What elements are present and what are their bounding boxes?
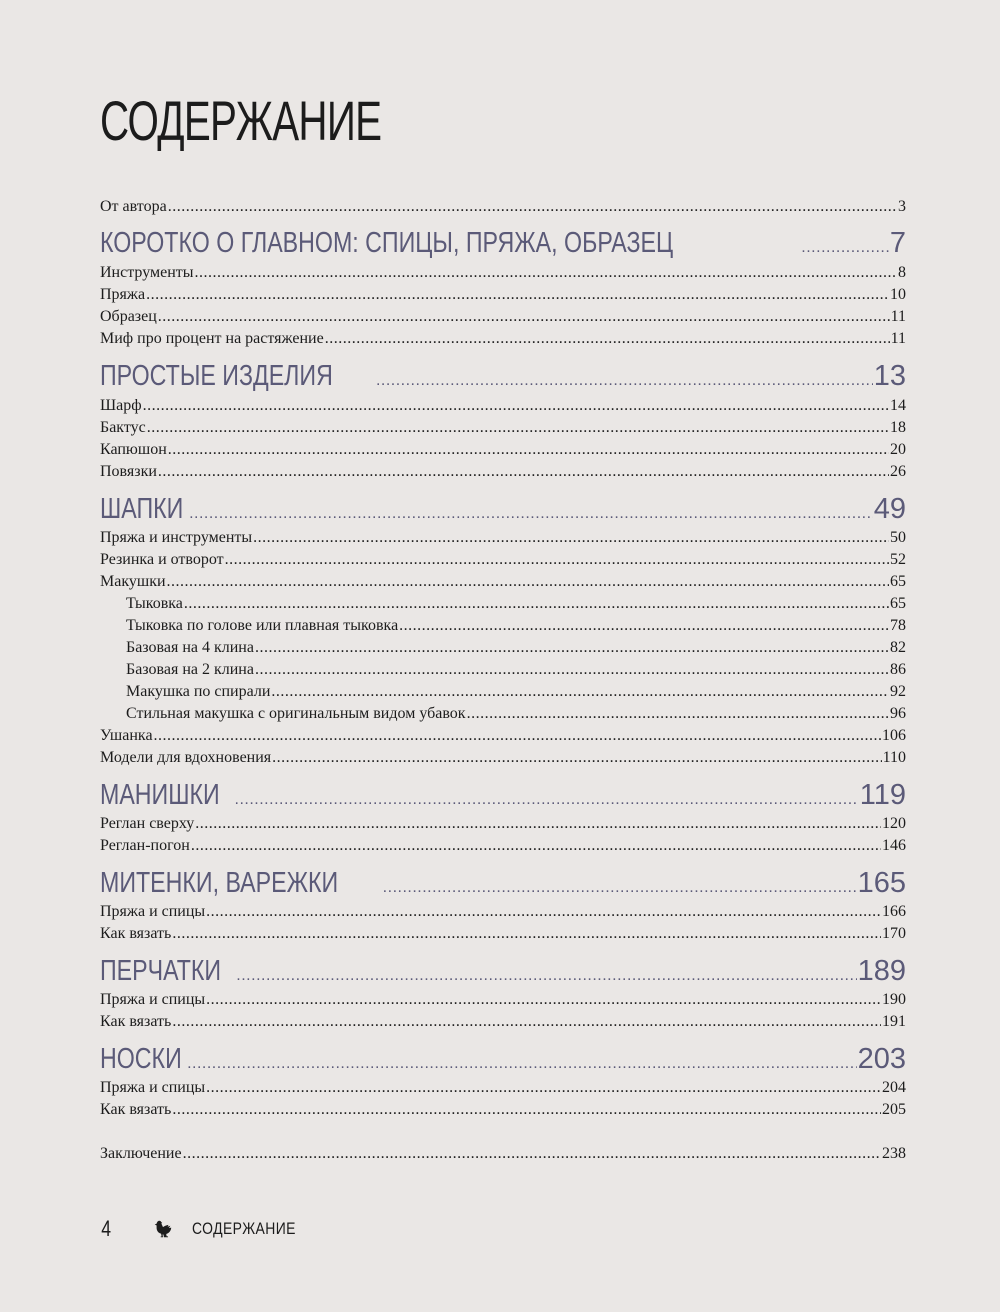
dot-leader xyxy=(206,1077,881,1099)
toc-page-number: 26 xyxy=(890,463,906,480)
toc-entry-label: Как вязать xyxy=(100,1013,172,1030)
toc-page-number: 78 xyxy=(890,617,906,634)
dot-leader xyxy=(206,901,881,923)
toc-page-number: 203 xyxy=(857,1043,906,1075)
dot-leader xyxy=(187,1047,857,1081)
dot-leader xyxy=(383,871,857,905)
toc-entry-label: Повязки xyxy=(100,463,157,480)
toc-entry[interactable] xyxy=(100,989,906,1011)
toc-entry-label: Реглан-погон xyxy=(100,837,190,854)
dot-leader xyxy=(272,747,881,769)
toc-entry[interactable] xyxy=(100,901,906,923)
toc-subentry[interactable] xyxy=(100,593,906,615)
toc-entry-label: Как вязать xyxy=(100,925,172,942)
toc-page-number: 7 xyxy=(889,227,906,259)
toc-entry-label: ШАПКИ xyxy=(100,493,184,525)
toc-page-number: 11 xyxy=(890,308,906,325)
toc-section-entry[interactable] xyxy=(100,359,906,393)
toc-page-number: 82 xyxy=(890,639,906,656)
toc-page-number: 110 xyxy=(882,749,906,766)
page-title: СОДЕРЖАНИЕ xyxy=(100,89,382,152)
toc-subentry[interactable] xyxy=(100,681,906,703)
dot-leader xyxy=(146,284,889,306)
toc-page-number: 106 xyxy=(882,727,906,744)
toc-entry[interactable] xyxy=(100,395,906,417)
toc-page-number: 11 xyxy=(890,330,906,347)
toc-page-number: 146 xyxy=(882,837,906,854)
toc-subentry[interactable] xyxy=(100,659,906,681)
dot-leader xyxy=(236,959,856,993)
dot-leader xyxy=(168,439,889,461)
toc-entry[interactable] xyxy=(100,527,906,549)
dot-leader xyxy=(143,395,889,417)
toc-subentry[interactable] xyxy=(100,637,906,659)
toc-page-number: 96 xyxy=(890,705,906,722)
toc-page-number: 65 xyxy=(890,595,906,612)
toc-page-number: 3 xyxy=(898,198,906,215)
toc-entry[interactable] xyxy=(100,549,906,571)
dot-leader xyxy=(154,725,881,747)
dot-leader xyxy=(167,571,889,593)
dot-leader xyxy=(189,497,873,531)
toc-entry-label: Пряжа и инструменты xyxy=(100,529,253,546)
toc-page-number: 50 xyxy=(890,529,906,546)
dot-leader xyxy=(399,615,889,637)
toc-page-number: 8 xyxy=(898,264,906,281)
toc-page-number: 189 xyxy=(857,955,906,987)
toc-page-number: 166 xyxy=(882,903,906,920)
toc-entry[interactable] xyxy=(100,461,906,483)
toc-entry-label: Тыковка по голове или плавная тыковка xyxy=(126,617,399,634)
toc-entry[interactable] xyxy=(100,306,906,328)
toc-entry-label: ПЕРЧАТКИ xyxy=(100,955,222,987)
toc-section-entry[interactable] xyxy=(100,226,906,260)
toc-entry-label: МИТЕНКИ, ВАРЕЖКИ xyxy=(100,867,339,899)
toc-subentry[interactable] xyxy=(100,703,906,725)
toc-page-number: 18 xyxy=(890,419,906,436)
toc-entry[interactable] xyxy=(100,284,906,306)
toc-entry[interactable] xyxy=(100,417,906,439)
hen-icon xyxy=(152,1218,174,1240)
toc-entry-label: Пряжа и спицы xyxy=(100,991,206,1008)
toc-entry[interactable] xyxy=(100,571,906,593)
toc-entry-label: Пряжа xyxy=(100,286,146,303)
toc-page-number: 205 xyxy=(882,1101,906,1118)
toc-entry[interactable] xyxy=(100,1099,906,1121)
toc-entry-label: Капюшон xyxy=(100,441,167,458)
toc-entry-label: Как вязать xyxy=(100,1101,172,1118)
toc-entry-label: Образец xyxy=(100,308,157,325)
toc-page-number: 13 xyxy=(873,360,906,392)
toc-section-entry[interactable] xyxy=(100,1042,906,1076)
toc-entry[interactable] xyxy=(100,262,906,284)
dot-leader xyxy=(195,813,881,835)
toc-entry-label: Заключение xyxy=(100,1145,182,1162)
dot-leader xyxy=(235,783,859,817)
toc-page-number: 92 xyxy=(890,683,906,700)
toc-entry-label: Стильная макушка с оригинальным видом убавок xyxy=(126,705,466,722)
toc-entry[interactable] xyxy=(100,923,906,945)
dot-leader xyxy=(172,923,881,945)
toc-entry-label: Макушки xyxy=(100,573,166,590)
footer-section-title: СОДЕРЖАНИЕ xyxy=(192,1219,297,1238)
toc-entry[interactable] xyxy=(100,1143,906,1165)
toc-section-entry[interactable] xyxy=(100,866,906,900)
dot-leader xyxy=(206,989,881,1011)
dot-leader xyxy=(158,306,890,328)
dot-leader xyxy=(195,262,897,284)
toc-entry-label: Резинка и отворот xyxy=(100,551,224,568)
dot-leader xyxy=(255,637,889,659)
toc-page-number: 86 xyxy=(890,661,906,678)
toc-page-number: 65 xyxy=(890,573,906,590)
toc-entry[interactable] xyxy=(100,1011,906,1033)
toc-page-number: 49 xyxy=(873,493,906,525)
toc-page-number: 238 xyxy=(882,1145,906,1162)
toc-entry-label: НОСКИ xyxy=(100,1043,182,1075)
dot-leader xyxy=(801,231,889,265)
toc-section-entry[interactable] xyxy=(100,778,906,812)
toc-page-number: 120 xyxy=(882,815,906,832)
toc-entry-label: Базовая на 2 клина xyxy=(126,661,254,678)
dot-leader xyxy=(147,417,889,439)
toc-entry-label: Модели для вдохновения xyxy=(100,749,272,766)
dot-leader xyxy=(172,1011,881,1033)
dot-leader xyxy=(184,593,889,615)
toc-entry-label: Пряжа и спицы xyxy=(100,903,206,920)
toc-entry-label: Бактус xyxy=(100,419,146,436)
dot-leader xyxy=(255,659,889,681)
toc-entry[interactable] xyxy=(100,1077,906,1099)
toc-entry[interactable] xyxy=(100,747,906,769)
toc-entry-label: ПРОСТЫЕ ИЗДЕЛИЯ xyxy=(100,360,333,392)
dot-leader xyxy=(325,328,890,350)
toc-page-number: 14 xyxy=(890,397,906,414)
toc-entry[interactable] xyxy=(100,835,906,857)
toc-entry-label: Реглан сверху xyxy=(100,815,195,832)
toc-section-entry[interactable] xyxy=(100,492,906,526)
dot-leader xyxy=(271,681,889,703)
toc-page-number: 190 xyxy=(882,991,906,1008)
dot-leader xyxy=(376,364,873,398)
page-number: 4 xyxy=(101,1216,112,1241)
toc-entry-label: Инструменты xyxy=(100,264,194,281)
dot-leader xyxy=(467,703,889,725)
toc-page-number: 170 xyxy=(882,925,906,942)
toc-entry-label: Ушанка xyxy=(100,727,153,744)
toc-entry-label: Базовая на 4 клина xyxy=(126,639,254,656)
dot-leader xyxy=(191,835,881,857)
dot-leader xyxy=(183,1143,881,1165)
dot-leader xyxy=(253,527,889,549)
dot-leader xyxy=(172,1099,881,1121)
toc-entry-label: МАНИШКИ xyxy=(100,779,220,811)
page-footer xyxy=(100,1216,319,1242)
toc-page-number: 119 xyxy=(859,779,906,811)
toc-entry[interactable] xyxy=(100,813,906,835)
toc-entry[interactable] xyxy=(100,328,906,350)
toc-page-number: 204 xyxy=(882,1079,906,1096)
toc-page-number: 20 xyxy=(890,441,906,458)
toc-page-number: 10 xyxy=(890,286,906,303)
toc-entry[interactable] xyxy=(100,439,906,461)
toc-page-number: 52 xyxy=(890,551,906,568)
toc-page-number: 165 xyxy=(857,867,906,899)
toc-section-entry[interactable] xyxy=(100,954,906,988)
toc-entry-label: КОРОТКО О ГЛАВНОМ: СПИЦЫ, ПРЯЖА, ОБРАЗЕЦ xyxy=(100,227,674,259)
toc-subentry[interactable] xyxy=(100,615,906,637)
dot-leader xyxy=(225,549,889,571)
dot-leader xyxy=(158,461,889,483)
toc-entry-label: От автора xyxy=(100,198,167,215)
toc-entry-label: Миф про процент на растяжение xyxy=(100,330,324,347)
toc-entry[interactable] xyxy=(100,196,906,218)
toc-entry-label: Пряжа и спицы xyxy=(100,1079,206,1096)
toc-page-number: 191 xyxy=(882,1013,906,1030)
toc-entry-label: Шарф xyxy=(100,397,142,414)
toc-entry[interactable] xyxy=(100,725,906,747)
toc-entry-label: Макушка по спирали xyxy=(126,683,271,700)
toc-entry-label: Тыковка xyxy=(126,595,183,612)
dot-leader xyxy=(168,196,897,218)
